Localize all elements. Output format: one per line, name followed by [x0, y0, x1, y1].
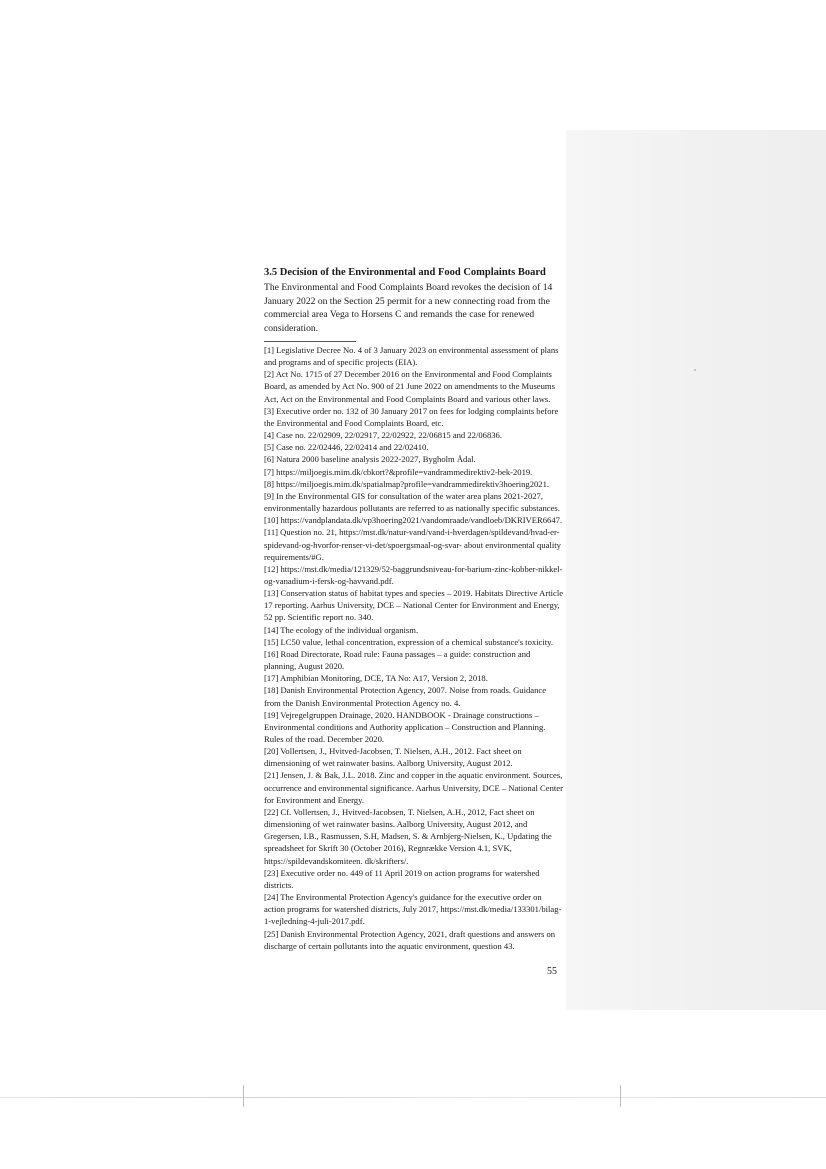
footnote: [5] Case no. 22/02446, 22/02414 and 22/02410. — [264, 442, 429, 453]
footnote: [7] https://miljoegis.mim.dk/cbkort?&profile=vandrammedirektiv2-bek-2019. — [264, 466, 533, 477]
footnote: [25] Danish Environmental Protection Agency, 2021, draft questions and answers on discharge of certain pollutants into the aquatic environment, question 43. — [264, 928, 556, 951]
footnote: [17] Amphibian Monitoring, DCE, TA No: A17, Version 2, 2018. — [264, 673, 488, 684]
footnote: [3] Executive order no. 132 of 30 January 2017 on fees for lodging complaints before the Environmental and Food Complaints Board, etc. — [264, 405, 559, 428]
footnote: [2] Act No. 1715 of 27 December 2016 on the Environmental and Food Complaints Board, as amended by Act No. 900 of 21 June 2022 on amendments to the Museums Act, Act on the Environmental and Food Complaints Board and various other laws. — [264, 369, 555, 404]
footnote-separator — [264, 341, 356, 342]
footnote: [21] Jensen, J. & Bak, J.L. 2018. Zinc and copper in the aquatic environment. Sources, occurrence and environmental significance. Aarhus University, DCE – National Center for Environment and Energy. — [264, 770, 563, 805]
footnote: [12] https://mst.dk/media/121329/52-baggrundsniveau-for-barium-zinc-kobber-nikkel-og-vanadium-i-fersk-og-havvand.pdf. — [264, 563, 563, 586]
footnote: [13] Conservation status of habitat types and species – 2019. Habitats Directive Article 17 reporting. Aarhus University, DCE – National Center for Environment and Energy, 52 pp. Scientific report no. 340. — [264, 588, 564, 623]
scan-speck — [694, 369, 696, 371]
footnote: [14] The ecology of the individual organism. — [264, 624, 419, 635]
footnote: [8] https://miljoegis.mim.dk/spatialmap?profile=vandrammedirektiv3hoering2021. — [264, 478, 550, 489]
footnote: [16] Road Directorate, Road rule: Fauna passages – a guide: construction and planning, August 2020. — [264, 648, 531, 672]
scan-tick-right — [620, 1085, 621, 1107]
scan-shadow — [566, 130, 826, 1010]
decision-section — [264, 266, 564, 335]
footnote: [6] Natura 2000 baseline analysis 2022-2027, Bygholm Ådal. — [264, 454, 476, 465]
page-number: 55 — [547, 966, 557, 977]
footnote: [10] https://vandplandata.dk/vp3hoering2021/vandomraade/vandloeb/DKRIVER6647. — [264, 515, 563, 526]
footnotes-list — [264, 344, 564, 952]
footnote: [11] Question no. 21, https://mst.dk/natur-vand/vand-i-hverdagen/spildevand/hvad-er-spidevand-og-hvorfor-renser-vi-det/spoergsmaal-og-svar- about environmental quality requirements/#G. — [264, 527, 561, 562]
footnote: [23] Executive order no. 449 of 11 April 2019 on action programs for watershed districts. — [264, 867, 540, 890]
footnote: [9] In the Environmental GIS for consultation of the water area plans 2021-2027, environmentally hazardous pollutants are referred to as nationally specific substances. — [264, 490, 560, 514]
scan-tick-left — [243, 1085, 244, 1107]
section-heading: 3.5 Decision of the Environmental and Food Complaints Board — [264, 267, 546, 278]
footnote: [22] Cf. Vollertsen, J., Hvitved-Jacobsen, T. Nielsen, A.H., 2012, Fact sheet on dimensioning of wet rainwater basins. Aalborg University, August 2012, and Gregersen, I.B., Rasmussen, S.H, Madsen, S. & Arnbjerg-Nielsen, K., Updating the spreadsheet for Skrift 30 (October 2016), Regnrække Version 4.1, SVK, https://spildevandskomiteen. dk/skrifters/. — [264, 806, 552, 866]
footnote: [15] LC50 value, lethal concentration, expression of a chemical substance's toxicity. — [264, 636, 554, 647]
footnote: [24] The Environmental Protection Agency's guidance for the executive order on action programs for watershed districts, July 2017, https://mst.dk/media/133301/bilag-1-vejledning-4-juli-2017.pdf. — [264, 892, 562, 927]
footnote: [18] Danish Environmental Protection Agency, 2007. Noise from roads. Guidance from the Danish Environmental Protection Agency no. 4. — [264, 685, 547, 708]
footnote: [4] Case no. 22/02909, 22/02917, 22/02922, 22/06815 and 22/06836. — [264, 430, 502, 441]
scan-fold-line — [0, 1097, 826, 1098]
footnote: [19] Vejregelgruppen Drainage, 2020. HANDBOOK - Drainage constructions – Environmental conditions and Authority application – Construction and Planning. Rules of the road. December 2020. — [264, 709, 546, 744]
footnote: [20] Vollertsen, J., Hvitved-Jacobsen, T. Nielsen, A.H., 2012. Fact sheet on dimensioning of wet rainwater basins. Aalborg University, August 2012. — [264, 746, 522, 769]
footnote: [1] Legislative Decree No. 4 of 3 January 2023 on environmental assessment of plans and programs and of specific projects (EIA). — [264, 345, 559, 368]
section-body: The Environmental and Food Complaints Board revokes the decision of 14 January 2022 on the Section 25 permit for a new connecting road from the commercial area Vega to Horsens C and remands the case for renewed consideration. — [264, 282, 553, 334]
